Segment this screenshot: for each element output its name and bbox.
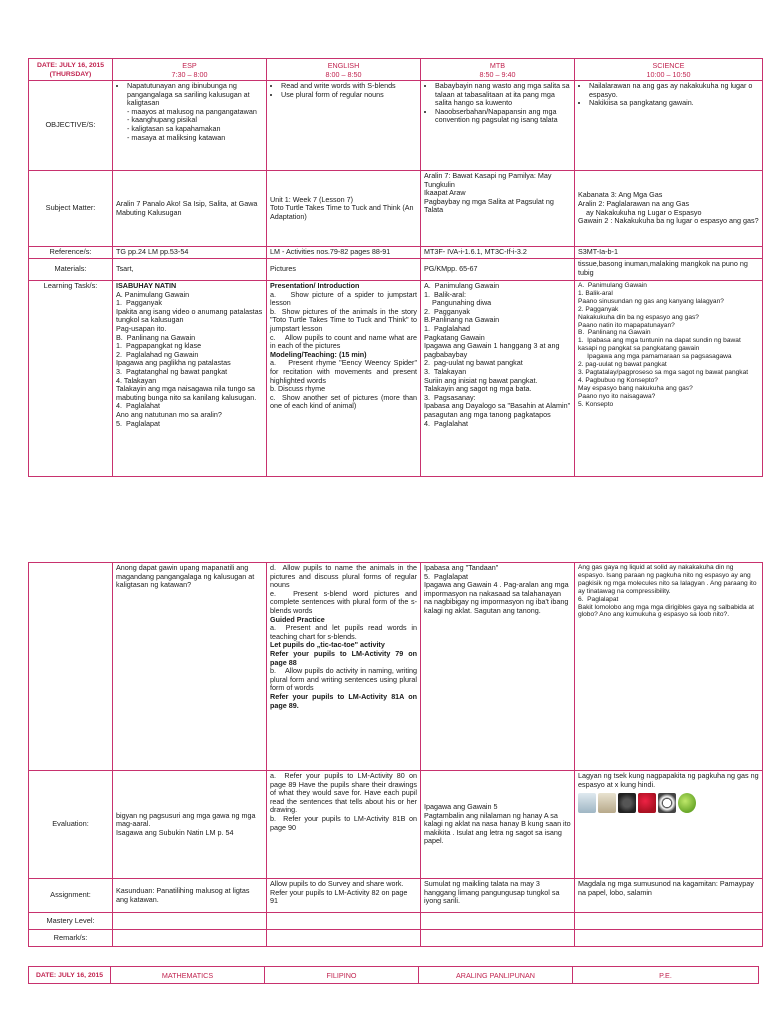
text-line: 2. Paglalahad ng Gawain (116, 349, 199, 359)
text-line: Suriin ang inisiat ng bawat pangkat. (424, 375, 538, 385)
text-line: 4. Paglalahat (116, 401, 160, 411)
jar-picture (598, 793, 616, 813)
text-line: Aralin 7 Panalo Ako! Sa Isip, Salita, at Gawa (116, 198, 258, 208)
objective-item: • Nakikiisa sa pangkatang gawain. (589, 99, 759, 108)
text-line: b. Discuss rhyme (270, 384, 326, 394)
text-line: a. Refer your pupils to LM-Activity 80 on page 89 Have the pupils share their drawings of what they would save for. Have each pupil read the sentences that tells about his or her drawing. (270, 771, 419, 815)
tire-picture (618, 793, 636, 813)
objective-subitem: - maayos at malusog na pangangatawan (127, 106, 257, 116)
text-line: 1. Pagganyak (116, 298, 162, 308)
text-line: Refer your pupils to LM-Activity 81A on page 89. (270, 691, 419, 710)
reference-english: LM - Activities nos.79-82 pages 88-91 (267, 247, 421, 259)
materials-mtb: PG/KMpp. 65-67 (421, 259, 575, 281)
assignment-esp: Kasunduan: Panatilihing malusog at ligtas ang katawan. (113, 879, 267, 913)
text-line: Ikaapat Araw (424, 188, 466, 198)
remarks-english (267, 930, 421, 947)
text-line: May espasyo bang nakukuha ang gas? (578, 384, 693, 392)
text-line: Lagyan ng tsek kung nagpapakita ng pagkuha ng gas ng espasyo at x kung hindi. (578, 771, 761, 789)
text-line: 2. pag-uulat ng bawat pangkat (424, 358, 523, 368)
text-line: Pagtambalin ang nilalaman ng hanay A sa kalagi ng aklat na nasa hanay B kung saan ito makikita . Isulat ang letra ng sagot sa isang papel. (424, 810, 573, 846)
text-line: Talakayin ang mga naisagawa nila tungo sa mabuting bunga nito sa kanilang kalusugan. (116, 384, 258, 402)
subject-header-mathematics: MATHEMATICS (111, 967, 265, 984)
text-line: 3. Pagsasanay: (424, 392, 476, 402)
evaluation-esp (113, 771, 267, 879)
reference-mtb: MT3F- IVA-i-1.6.1, MT3C-If-i-3.2 (421, 247, 575, 259)
reference-esp: TG pp.24 LM pp.53-54 (113, 247, 267, 259)
assignment-mtb: Sumulat ng maikling talata na may 3 hanggang limang pangungusap tungkol sa iyong sarili. (421, 879, 575, 913)
text-line: Gawain 2 : Nakakukuha ba ng lugar o espasyo ang gas? (578, 216, 759, 226)
objective-mtb (421, 81, 575, 171)
text-line: B. Panlinang na Gawain (116, 332, 196, 342)
picture-strip (578, 793, 759, 813)
text-line: Ipagawa ang Gawain 1 hanggang 3 at ang pagbabaybay (424, 341, 562, 359)
objective-esp (113, 81, 267, 171)
text-line: ay Nakakukuha ng Lugar o Espasyo (578, 207, 702, 217)
row-label: OBJECTIVE/S: (29, 81, 113, 171)
objective-english (267, 81, 421, 171)
subject-matter-row (29, 171, 763, 247)
objective-row (29, 81, 763, 171)
text-line: Aralin 2: Paglalarawan na ang Gas (578, 198, 690, 208)
text-line: A. Panimulang Gawain (424, 281, 500, 290)
text-line: Ipagawa ang Gawain 4 . Pag-aralan ang mga impormasyon na nakasaad sa talahanayan na nagbibigay ng impormasyon ng iba't ibang kalagi ng aklat. Sagutan ang tanong. (424, 580, 571, 615)
subject-name: SCIENCE (652, 60, 685, 70)
continued-english (267, 563, 421, 771)
text-line: Aralin 7: Bawat Kasapi ng Pamilya: May Tungkulin (424, 171, 554, 189)
balls-picture (638, 793, 656, 813)
text-line: Ipabasa ang "Tandaan" (424, 563, 499, 572)
subject-time: 7:30 – 8:00 (171, 69, 208, 79)
text-line: 1. Paglalahad (424, 323, 470, 333)
text-line: 4. Pagbubuo ng Konsepto? (578, 376, 658, 384)
text-line: Talakayin ang sagot ng mga bata. (424, 384, 532, 394)
subject-header-pe: P.E. (573, 967, 759, 984)
text-line: Unit 1: Week 7 (Lesson 7) (270, 194, 353, 204)
lesson-plan-table-page1 (28, 58, 763, 477)
row-label: Evaluation: (29, 771, 113, 879)
text-line: a. Show picture of a spider to jumpstart lesson (270, 289, 419, 308)
evaluation-science (575, 771, 763, 879)
text-line: ISABUHAY NATIN (116, 281, 177, 290)
text-line: c. Allow pupils to count and name what are in each of the pictures (270, 332, 419, 351)
text-line: Ang gas gaya ng liquid at solid ay nakakakuha din ng espasyo. Isang paraan ng pagkuha nito ng espasyo ay ang pagkisik ng mga molecules nito sa lalagyan . Ang paraang ito ay tinatawag na compressibility. (578, 564, 759, 595)
text-line: Mabuting Kalusugan (116, 207, 182, 217)
text-line: 4. Paglalahat (424, 418, 468, 428)
continued-mtb (421, 563, 575, 771)
subject-header-filipino: FILIPINO (265, 967, 419, 984)
text-line: Isagawa ang Subukin Natin LM p. 54 (116, 827, 234, 837)
text-line: Ipagawa ang mga pamamaraan sa pagsasagawa (578, 353, 732, 361)
row-label: Subject Matter: (29, 171, 113, 247)
soccer-ball-picture (658, 793, 676, 813)
learning-english (267, 281, 421, 477)
subject-header-mtb (421, 59, 575, 81)
row-label: Reference/s: (29, 247, 113, 259)
row-label: Learning Task/s: (29, 281, 113, 477)
mastery-esp (113, 913, 267, 930)
text-line: B. Panlinang na Gawain (578, 329, 651, 337)
objective-subitem: - masaya at maliksing katawan (127, 132, 226, 142)
text-line: Nakakukuha din ba ng espasyo ang gas? (578, 313, 699, 321)
objective-item: • Naoobserbahan/Napapansin ang mga convention ng pagsulat ng isang talata (435, 108, 571, 125)
text-line: Ipakita ang isang video o anumang patalastas tungkol sa kalusugan (116, 306, 265, 325)
continued-esp (113, 563, 267, 771)
evaluation-mtb (421, 771, 575, 879)
text-line: 5. Paglalapat (116, 418, 160, 428)
objective-item: • Read and write words with S-blends (281, 82, 417, 91)
text-line: Pagbaybay ng mga Salita at Pagsulat ng Talata (424, 196, 556, 215)
mastery-english (267, 913, 421, 930)
subject-time: 8:50 – 9:40 (479, 69, 516, 79)
mastery-science (575, 913, 763, 930)
subject-matter-science (575, 171, 763, 247)
text-line: 2. Pagganyak (424, 306, 470, 316)
objective-item: • Nailalarawan na ang gas ay nakakukuha ng lugar o espasyo. (589, 82, 759, 99)
empty-label-cell (29, 563, 113, 771)
header-row (29, 59, 763, 81)
text-line: 1. Balik-aral (578, 289, 613, 297)
text-line: Ipagawa ang Gawain 5 (424, 802, 498, 812)
subject-matter-mtb (421, 171, 575, 247)
text-line: d. Allow pupils to name the animals in the pictures and discuss plural forms of regular nouns (270, 563, 419, 590)
assignment-science: Magdala ng mga sumusunod na kagamitan: Pamaypay na papel, lobo, salamin (575, 879, 763, 913)
text-line: 1. Balik-aral: (424, 289, 466, 299)
subject-header-araling-panlipunan: ARALING PANLIPUNAN (419, 967, 573, 984)
materials-row (29, 259, 763, 281)
text-line: 2. pag-uulat ng bawat pangkat (578, 361, 667, 369)
text-line: A. Panimulang Gawain (578, 282, 647, 289)
materials-science: tissue,basong inuman,malaking mangkok na puno ng tubig (575, 259, 763, 281)
assignment-row (29, 879, 763, 913)
text-line: c. Show another set of pictures (more than one of each kind of animal) (270, 392, 419, 411)
text-line: 4. Talakayan (116, 375, 157, 385)
text-line: Kabanata 3: Ang Mga Gas (578, 190, 663, 200)
mastery-row (29, 913, 763, 930)
text-line: B.Panlinang na Gawain (424, 315, 500, 325)
row-label: Materials: (29, 259, 113, 281)
text-line: b. Refer your pupils to LM-Activity 81B on page 90 (270, 813, 419, 832)
subject-header-english (267, 59, 421, 81)
text-line: Paano nyo ito naisagawa? (578, 392, 656, 400)
text-line: 2. Pagganyak (578, 305, 619, 313)
subject-time: 8:00 – 8:50 (325, 69, 362, 79)
subject-name: ESP (182, 60, 197, 70)
subject-name: ENGLISH (327, 60, 360, 70)
lesson-plan-table-page3 (28, 966, 759, 984)
header-row (29, 967, 759, 984)
text-line: Presentation/ Introduction (270, 281, 360, 290)
text-line: 3. Pagtatanghal ng bawat pangkat (116, 366, 228, 376)
reference-science: S3MT-Ia-b-1 (575, 247, 763, 259)
remarks-esp (113, 930, 267, 947)
reference-row (29, 247, 763, 259)
learning-science (575, 281, 763, 477)
learning-esp (113, 281, 267, 477)
text-line: b. Allow pupils do activity in naming, writing plural form and writing sentences using plural form of words (270, 666, 419, 693)
lesson-plan-table-page2 (28, 562, 763, 947)
subject-matter-english (267, 171, 421, 247)
text-line: 1. Pagpapangkat ng klase (116, 341, 202, 351)
materials-esp: Tsart, (113, 259, 267, 281)
objective-item: • Babaybayin nang wasto ang mga salita sa talaan at tabasalitaan at ita pang mga salita hango sa kuwento (435, 82, 571, 108)
subject-matter-esp (113, 171, 267, 247)
text-line: 3. Pagtatalay/pagproseso sa mga sagot ng bawat pangkat (578, 368, 749, 376)
glass-of-water-picture (578, 793, 596, 813)
remarks-row (29, 930, 763, 947)
text-line: Anong dapat gawin upang mapanatili ang magandang pangangalaga ng kalusugan at kaligtasan ng katawan? (116, 563, 257, 590)
date-cell (29, 59, 113, 81)
continued-row (29, 563, 763, 771)
text-line: Modeling/Teaching: (15 min) (270, 349, 367, 359)
evaluation-english (267, 771, 421, 879)
learning-mtb (421, 281, 575, 477)
text-line: Pangunahing diwa (424, 298, 492, 308)
mastery-mtb (421, 913, 575, 930)
text-line: b. Show pictures of the animals in the story "Toto Turtle Takes Time to Tuck and Think" to jumpstart lesson (270, 306, 419, 333)
date-cell: DATE: JULY 16, 2015 (29, 967, 111, 984)
text-line: Pag-usapan ito. (116, 323, 167, 333)
subject-name: MTB (489, 60, 506, 70)
text-line: a. Present rhyme "Eency Weency Spider" for recitation with movements and present highlighted words (270, 358, 419, 385)
text-line: Ipabasa ang Dayalogo sa "Basahin at Alamin" pasagutan ang mga tanong pagkatapos (424, 401, 573, 419)
green-balloon-picture (678, 793, 696, 813)
text-line: 6. Paglalapat (578, 595, 619, 603)
subject-time: 10:00 – 10:50 (646, 69, 691, 79)
text-line: 3. Talakayan (424, 366, 467, 376)
text-line: Let pupils do „tic-tac-toe" activity (270, 640, 385, 650)
date-line: DATE: JULY 16, 2015 (36, 61, 105, 69)
text-line: bigyan ng pagsusuri ang mga gawa ng mga mag-aaral. (116, 810, 258, 829)
materials-english: Pictures (267, 259, 421, 281)
text-line: Refer your pupils to LM-Activity 79 on page 88 (270, 648, 419, 667)
objective-item: • Use plural form of regular nouns (281, 91, 417, 100)
text-line: a. Present and let pupils read words in teaching chart for s-blends. (270, 623, 419, 641)
remarks-mtb (421, 930, 575, 947)
subject-header-science (575, 59, 763, 81)
text-line: 5. Konsepto (578, 400, 614, 408)
evaluation-row (29, 771, 763, 879)
objective-subitem: - kaligtasan sa kapahamakan (127, 123, 221, 133)
text-line: Pagkatang Gawain (424, 332, 485, 342)
objective-science (575, 81, 763, 171)
learning-task-row (29, 281, 763, 477)
text-line: Toto Turtle Takes Time to Tuck and Think (An Adaptation) (270, 203, 416, 221)
text-line: 5. Paglalapat (424, 571, 468, 581)
day-line: (THURSDAY) (49, 70, 92, 78)
text-line: Bakit lomolobo ang mga mga dirigibles gaya ng salbabida at globo? Ano ang kumukuha g espasyo sa loob nito?. (578, 603, 756, 619)
remarks-science (575, 930, 763, 947)
text-line: Ano ang natutunan mo sa aralin? (116, 409, 222, 419)
text-line: Guided Practice (270, 614, 325, 624)
objective-subitem: - kaanghupang pisikal (127, 115, 197, 125)
objective-item: • Napatutunayan ang ibinubunga ng pangangalaga sa sariling kalusugan at kaligtasan (127, 82, 263, 108)
assignment-english: Allow pupils to do Survey and share work. Refer your pupils to LM-Activity 82 on page 91 (267, 879, 421, 913)
text-line: Ipagawa ang paglikha ng patalastas (116, 358, 231, 368)
text-line: 1. Ipabasa ang mga tuntunin na dapat sundin ng bawat kasapi ng pangkat sa pangkatang gawain (578, 337, 743, 353)
row-label: Remark/s: (29, 930, 113, 947)
subject-header-esp (113, 59, 267, 81)
text-line: Paano natin ito mapapatunayan? (578, 321, 675, 329)
continued-science (575, 563, 763, 771)
text-line: A. Panimulang Gawain (116, 289, 190, 299)
row-label: Mastery Level: (29, 913, 113, 930)
text-line: Paano sinusundan ng gas ang kanyang lalagyan? (578, 297, 724, 305)
text-line: e. Present s-blend word pictures and complete sentences with plural form of the s-blends words (270, 588, 419, 615)
row-label: Assignment: (29, 879, 113, 913)
